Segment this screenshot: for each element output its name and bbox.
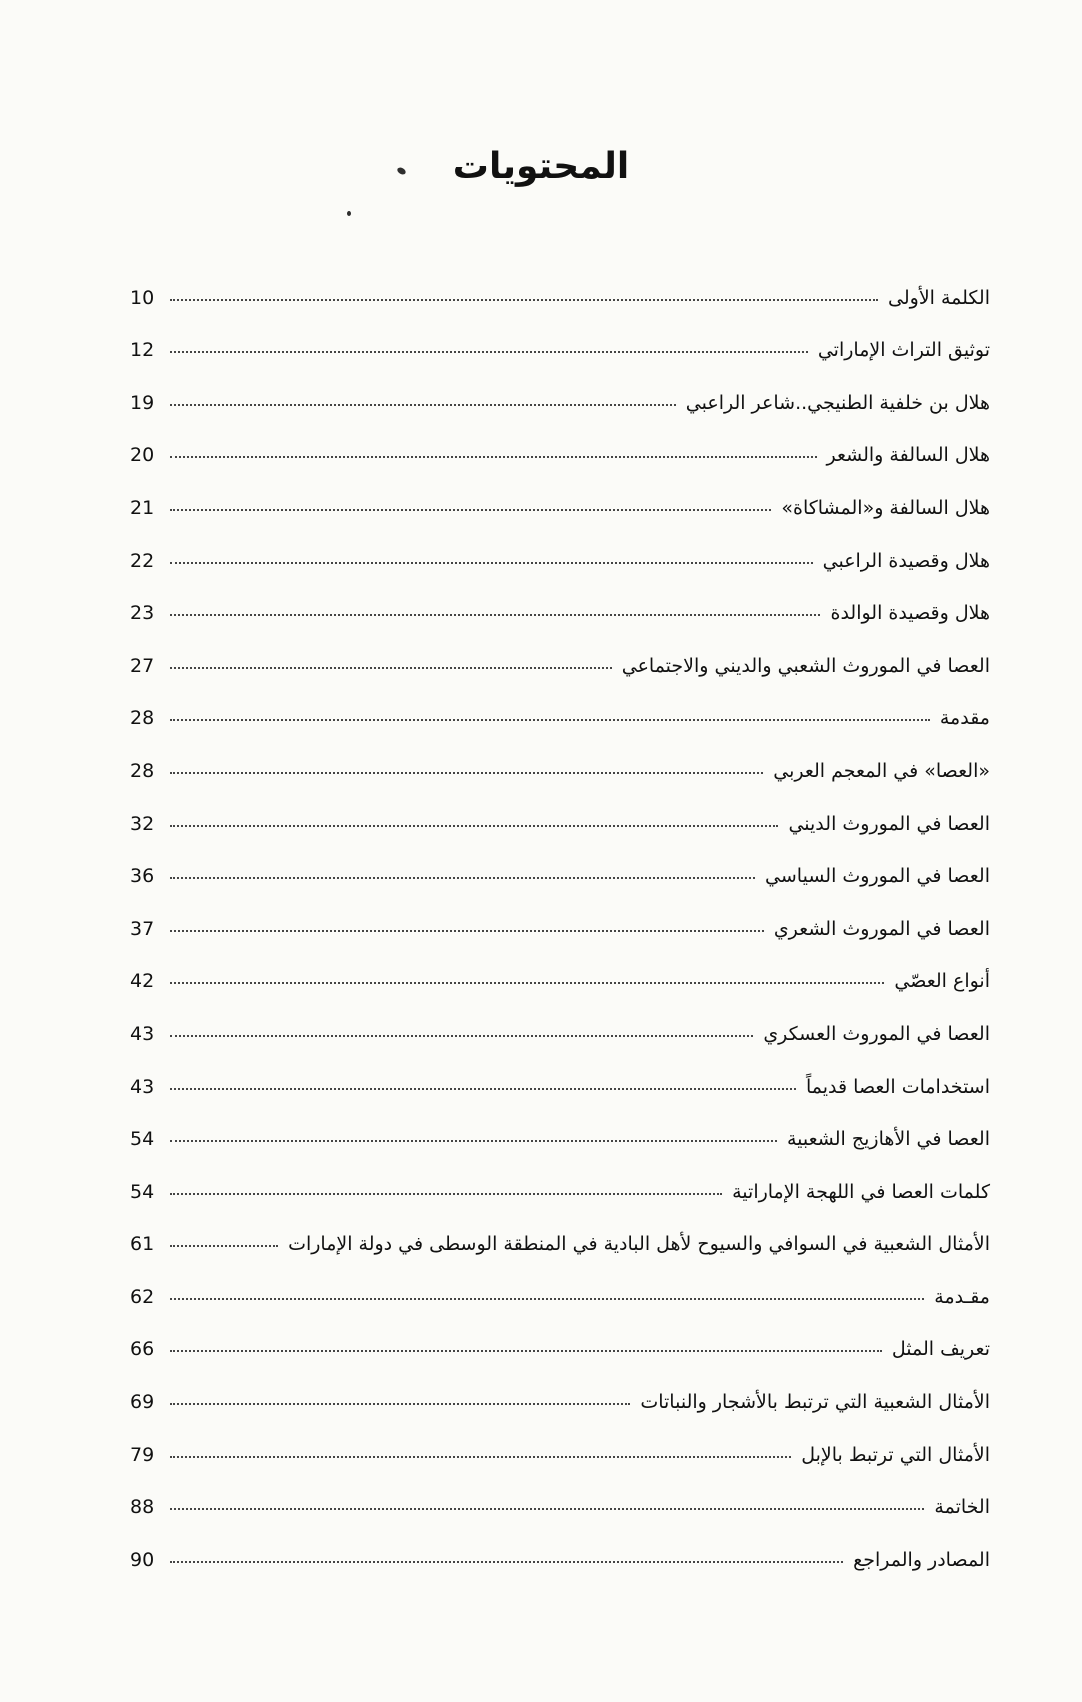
toc-entry-title: أنواع العصّي: [894, 970, 990, 993]
dot-leader: [170, 1508, 924, 1510]
toc-entry: [130, 466, 990, 519]
dot-leader: [170, 1298, 924, 1300]
toc-entry: [130, 572, 990, 625]
toc-entry-page-number: 42: [130, 970, 155, 993]
toc-entry-title: «العصا» في المعجم العربي: [773, 759, 990, 782]
dot-leader: [170, 719, 930, 721]
toc-entry: [130, 256, 990, 309]
dot-leader: [170, 877, 755, 879]
toc-entry-page-number: 23: [130, 602, 155, 625]
toc-entry-page-number: 22: [130, 549, 155, 572]
toc-entry: [130, 361, 990, 414]
toc-entry-title: العصا في الموروث السياسي: [765, 865, 990, 888]
toc-entry: [130, 1098, 990, 1151]
dot-leader: [170, 614, 820, 616]
toc-entry-title: الكلمة الأولى: [888, 286, 990, 309]
dot-leader: [170, 1403, 630, 1405]
toc-entry-page-number: 10: [130, 286, 155, 309]
toc-entry: [130, 835, 990, 888]
toc-entry-title: العصا في الموروث العسكري: [763, 1022, 990, 1045]
toc-entry-page-number: 79: [130, 1443, 155, 1466]
dot-leader: [170, 1456, 791, 1458]
toc-entry-page-number: 43: [130, 1022, 155, 1045]
dot-leader: [170, 1561, 843, 1563]
toc-entry-title: الأمثال الشعبية في السوافي والسيوح لأهل البادية في المنطقة الوسطى في دولة الإمارات: [288, 1233, 990, 1256]
dot-leader: [170, 509, 771, 511]
toc-entry-page-number: 62: [130, 1285, 155, 1308]
toc-entry-page-number: 28: [130, 759, 155, 782]
toc-entry: [130, 309, 990, 362]
toc-entry-page-number: 20: [130, 444, 155, 467]
toc-entry: [130, 782, 990, 835]
toc-entry-page-number: 54: [130, 1180, 155, 1203]
toc-entry-title: مقدمة: [939, 707, 990, 730]
toc-entry-title: هلال السالفة والشعر: [826, 444, 990, 467]
toc-entry-title: هلال وقصيدة الراعبي: [822, 549, 990, 572]
toc-entry: [130, 1045, 990, 1098]
dot-leader: [170, 772, 763, 774]
dot-leader: [170, 1350, 882, 1352]
toc-entry-title: هلال وقصيدة الوالدة: [830, 602, 990, 625]
toc-entry-page-number: 88: [130, 1496, 155, 1519]
toc-entry: [130, 1308, 990, 1361]
toc-entry-page-number: 19: [130, 391, 155, 414]
toc-entry-title: العصا في الموروث الشعبي والديني والاجتماعي: [621, 654, 990, 677]
dot-leader: [170, 1035, 753, 1037]
toc-entry-title: كلمات العصا في اللهجة الإماراتية: [732, 1180, 990, 1203]
toc-entry-page-number: 43: [130, 1075, 155, 1098]
toc-entry-title: الخاتمة: [934, 1496, 990, 1519]
toc-entry: [130, 1150, 990, 1203]
toc-entry: [130, 729, 990, 782]
toc-entry: [130, 1255, 990, 1308]
dot-leader: [170, 456, 817, 458]
dot-leader: [170, 1193, 722, 1195]
toc-entry-page-number: 32: [130, 812, 155, 835]
toc-entry: [130, 414, 990, 467]
dot-leader: [170, 825, 778, 827]
toc-entry-title: مقـدمة: [934, 1285, 990, 1308]
toc-entry-title: العصا في الأهازيج الشعبية: [786, 1128, 990, 1151]
toc-entry-title: العصا في الموروث الديني: [788, 812, 990, 835]
toc-entry-title: هلال السالفة و«المشاكاة»: [781, 496, 990, 519]
dot-leader: [170, 299, 878, 301]
toc-entry: [130, 1413, 990, 1466]
dot-leader: [170, 562, 813, 564]
toc-entry-page-number: 61: [130, 1233, 155, 1256]
toc-entry: [130, 992, 990, 1045]
toc-entry-title: الأمثال التي ترتبط بالإبل: [801, 1443, 990, 1466]
toc-entry-title: استخدامات العصا قديماً: [806, 1075, 990, 1098]
toc-entry: [130, 1360, 990, 1413]
toc-entry-page-number: 12: [130, 339, 155, 362]
toc-entry: [130, 624, 990, 677]
dot-leader: [170, 404, 676, 406]
toc-entry: [130, 1466, 990, 1519]
toc-entry-page-number: 69: [130, 1391, 155, 1414]
dot-leader: [170, 1245, 278, 1247]
toc-entry-page-number: 36: [130, 865, 155, 888]
toc-entry: [130, 519, 990, 572]
toc-entry-title: العصا في الموروث الشعري: [773, 917, 990, 940]
dot-leader: [170, 930, 764, 932]
toc-entry-title: تعريف المثل: [891, 1338, 990, 1361]
dot-leader: [170, 1140, 777, 1142]
table-of-contents: [130, 256, 990, 1571]
toc-entry-page-number: 37: [130, 917, 155, 940]
toc-entry-page-number: 27: [130, 654, 155, 677]
toc-entry-title: توثيق التراث الإماراتي: [817, 339, 990, 362]
toc-entry-page-number: 90: [130, 1548, 155, 1571]
dot-leader: [170, 351, 808, 353]
toc-entry-title: هلال بن خلفية الطنيجي..شاعر الراعبي: [685, 391, 990, 414]
toc-entry: [130, 677, 990, 730]
toc-entry: [130, 1203, 990, 1256]
toc-entry-page-number: 54: [130, 1128, 155, 1151]
toc-entry-title: الأمثال الشعبية التي ترتبط بالأشجار والنباتات: [640, 1391, 990, 1414]
ink-speck: [347, 211, 351, 216]
dot-leader: [170, 1088, 796, 1090]
toc-entry-title: المصادر والمراجع: [853, 1548, 990, 1571]
dot-leader: [170, 982, 884, 984]
toc-entry: [130, 940, 990, 993]
toc-entry: [130, 1518, 990, 1571]
toc-entry-page-number: 21: [130, 496, 155, 519]
toc-entry: [130, 887, 990, 940]
toc-entry-page-number: 28: [130, 707, 155, 730]
dot-leader: [170, 667, 612, 669]
page-title: المحتويات: [452, 146, 630, 187]
toc-entry-page-number: 66: [130, 1338, 155, 1361]
